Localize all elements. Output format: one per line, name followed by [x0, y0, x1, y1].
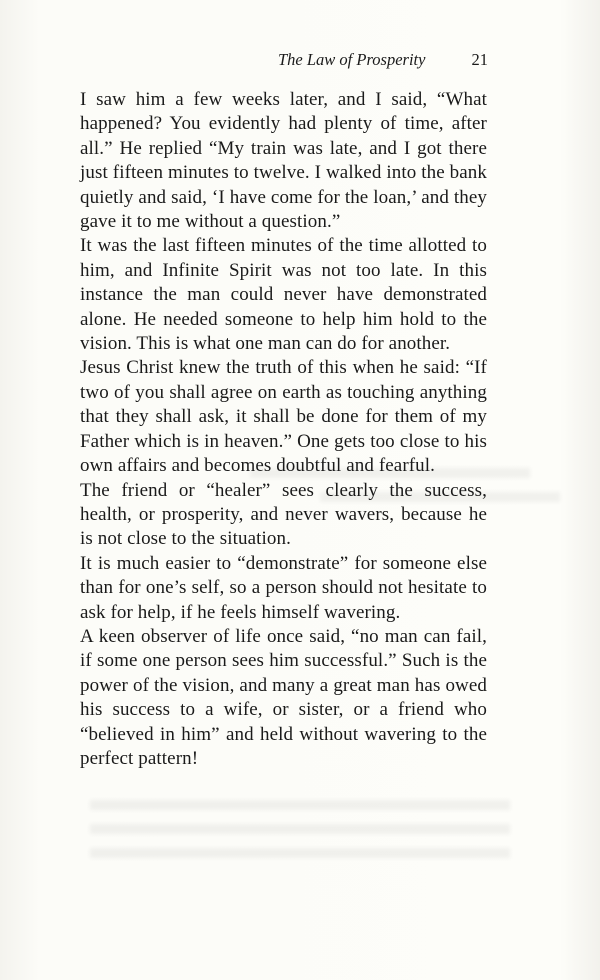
running-head	[270, 50, 500, 76]
page-number: 21	[471, 50, 488, 69]
paragraph-2: It was the last fifteen minutes of the time allotted to him, and Infinite Spirit was not too late. In this instance the man could never have demonstrated alone. He needed someone to help him hold to the vision. This is what one man can do for another.	[80, 235, 487, 355]
paragraph-4: The friend or “healer” sees clearly the success, health, or prosperity, and never wavers, because he is not close to the situation.	[80, 479, 487, 550]
running-title: The Law of Prosperity	[278, 50, 426, 69]
body-text	[80, 88, 487, 771]
paragraph-1: I saw him a few weeks later, and I said, “What happened? You evidently had plenty of time, after all.” He replied “My train was late, and I got there just fifteen minutes to twelve. I walked into the bank quietly and said, ‘I have come for the loan,’ and they gave it to me without a question.”	[80, 89, 487, 233]
paragraph-5: It is much easier to “demonstrate” for someone else than for one’s self, so a person should not hesitate to ask for help, if he feels himself wavering.	[80, 552, 487, 623]
paragraph-6: A keen observer of life once said, “no man can fail, if some one person sees him successful.” Such is the power of the vision, and many a great man has owed his success to a wife, or sister, or a friend who “believed in him” and held without wavering to the perfect pattern!	[80, 625, 487, 769]
paragraph-3: Jesus Christ knew the truth of this when he said: “If two of you shall agree on earth as touching anything that they shall ask, it shall be done for them of my Father which is in heaven.” One gets too close to his own affairs and becomes doubtful and fearful.	[80, 357, 487, 477]
